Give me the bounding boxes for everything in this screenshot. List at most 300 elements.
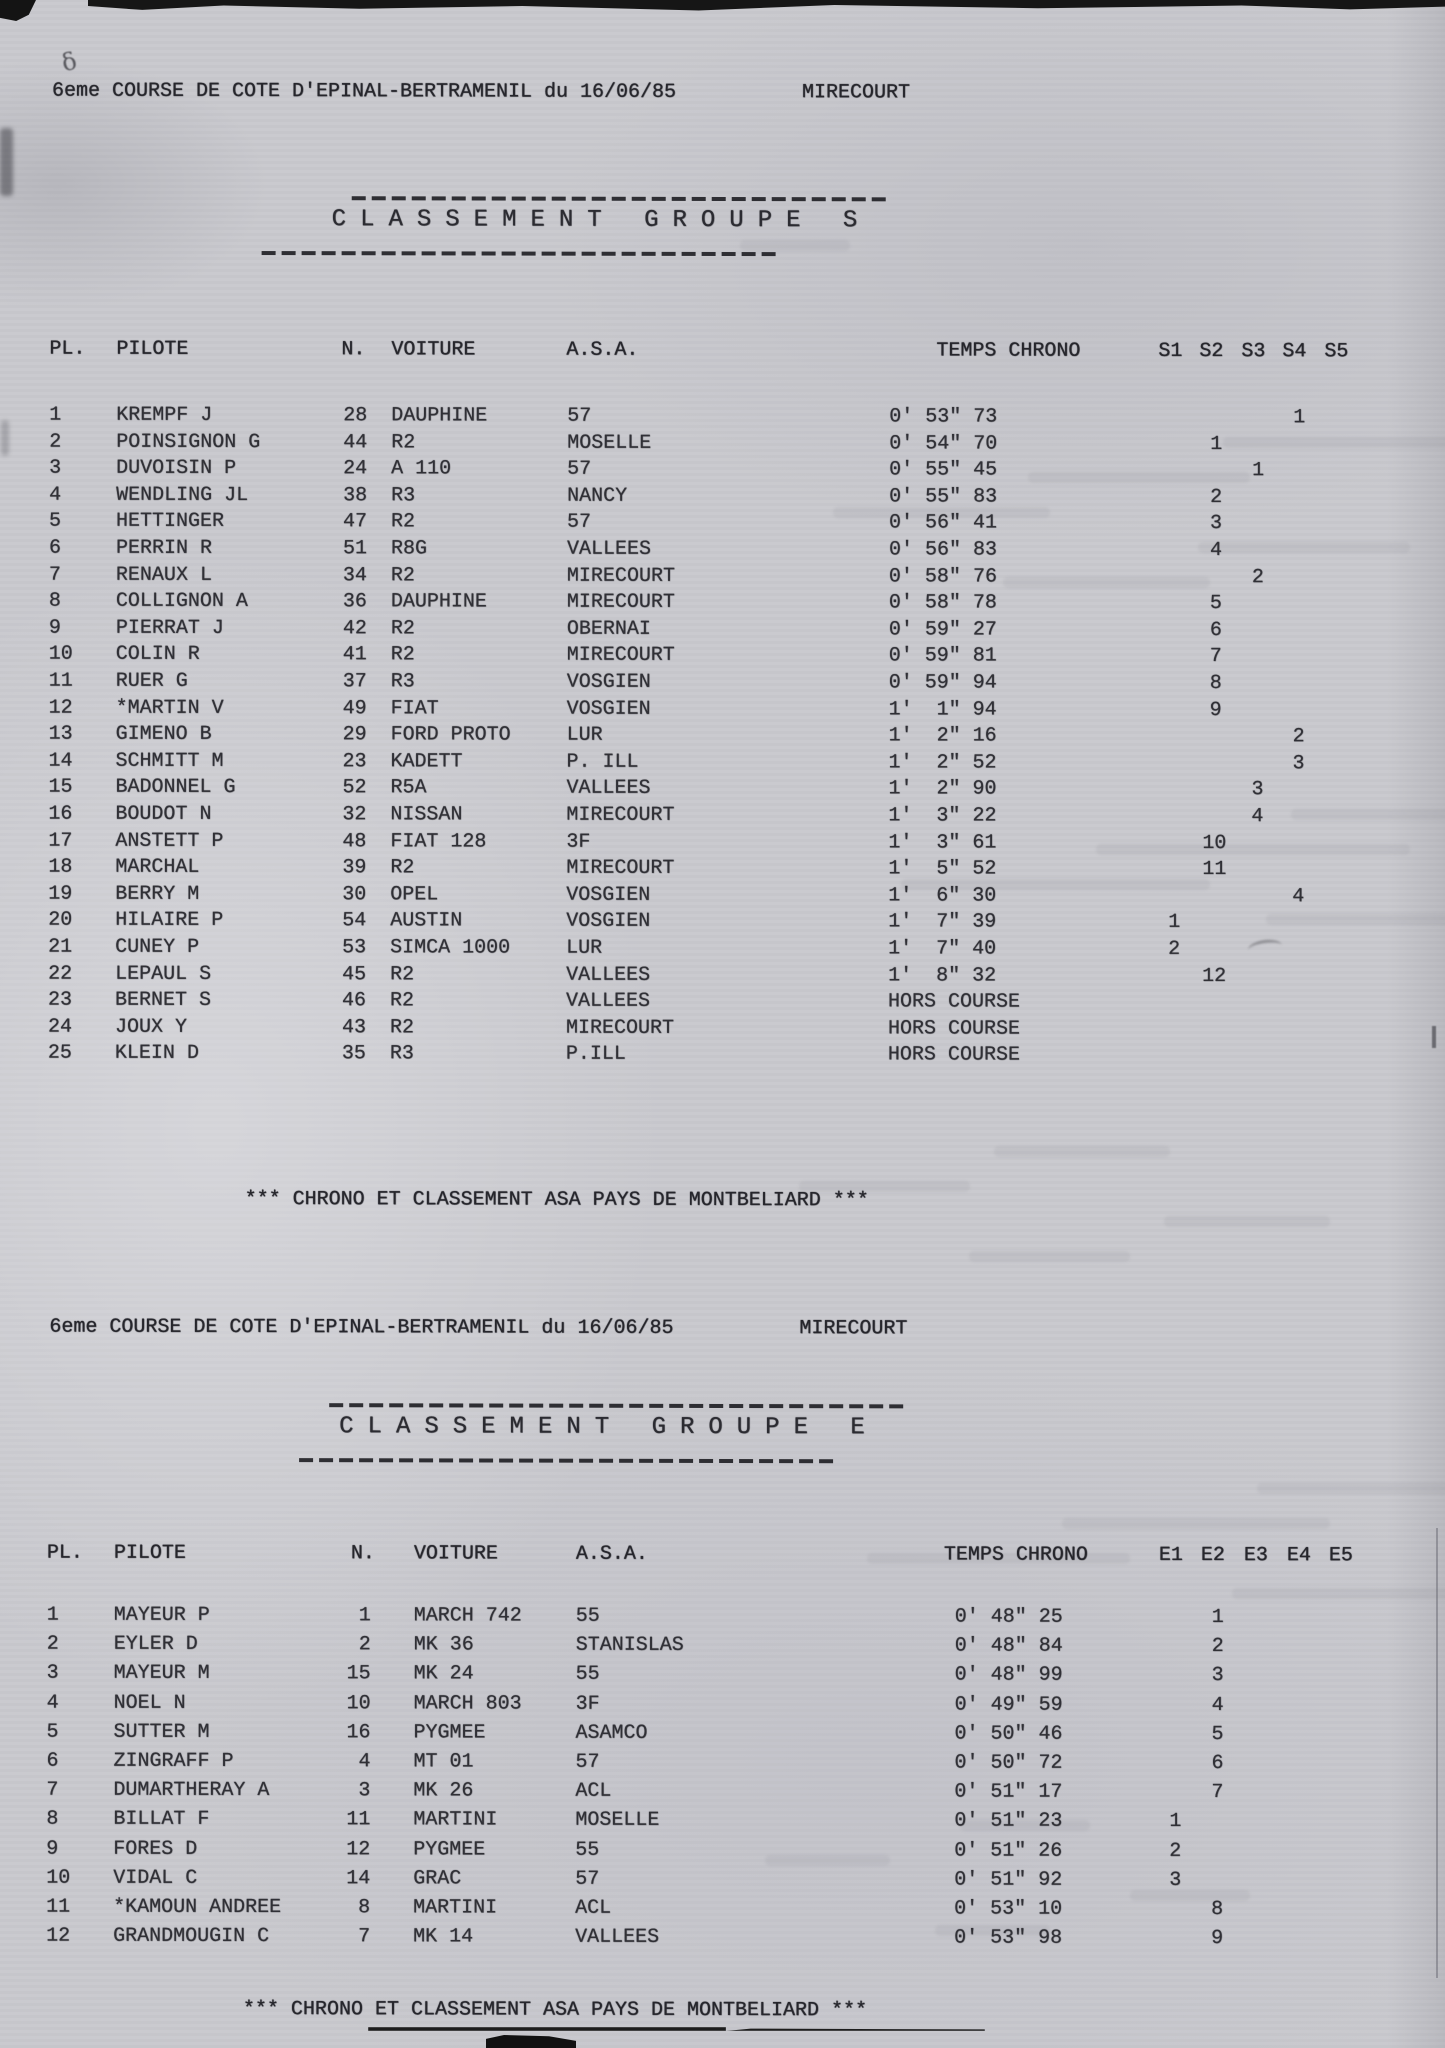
cell-temps: HORS COURSE (887, 1043, 1020, 1067)
cell-pilote: POINSIGNON G (116, 430, 261, 455)
cell-class-rank: 4 (1209, 539, 1223, 563)
cell-voiture: R2 (389, 1016, 415, 1040)
cell-place: 15 (48, 775, 73, 799)
cell-asa: VALLEES (566, 963, 651, 987)
cell-asa: OBERNAI (566, 617, 651, 641)
cell-pilote: BOUDOT N (115, 802, 212, 826)
cell-temps: 1' 2" 52 (888, 751, 997, 775)
table-row (0, 1750, 1443, 1777)
cell-class-rank: 1 (1252, 459, 1265, 483)
cell-voiture: R3 (391, 484, 416, 508)
cell-temps: 0' 51" 92 (954, 1868, 1063, 1892)
cell-place: 9 (46, 1837, 59, 1861)
cell-temps: 0' 53" 73 (889, 405, 998, 429)
table-groupe-e (0, 1603, 1444, 1951)
cell-place: 9 (48, 616, 61, 640)
cell-class-rank: 6 (1211, 1752, 1224, 1776)
cell-place: 12 (46, 1924, 71, 1948)
cell-temps: 0' 49" 59 (954, 1693, 1063, 1717)
cell-pilote: SCHMITT M (115, 749, 224, 773)
col-header-numero: N. (341, 338, 366, 362)
cell-asa: VOSGIEN (566, 697, 651, 721)
cell-asa: 57 (567, 404, 592, 428)
cell-number: 39 (342, 856, 367, 880)
cell-voiture: OPEL (390, 883, 439, 907)
cell-place: 2 (46, 1632, 59, 1656)
cell-pilote: BERRY M (115, 882, 200, 906)
cell-temps: 1' 2" 90 (888, 777, 997, 801)
cell-pilote: DUMARTHERAY A (113, 1778, 270, 1803)
cell-temps: HORS COURSE (887, 1017, 1021, 1041)
cell-pilote: ANSTETT P (115, 829, 224, 853)
col-header-asa: A.S.A. (575, 1542, 648, 1566)
cell-place: 1 (49, 403, 62, 427)
cell-voiture: R2 (390, 643, 415, 667)
table-row (0, 856, 1445, 883)
cell-place: 5 (46, 1720, 59, 1744)
cell-number: 30 (342, 883, 367, 907)
classement-title: CLASSEMENT GROUPE S (331, 206, 872, 235)
cell-class-rank: 3 (1211, 1664, 1224, 1688)
cell-place: 13 (48, 722, 73, 746)
cell-number: 43 (341, 1016, 367, 1040)
table-row (1, 404, 1445, 431)
cell-asa: 57 (567, 457, 592, 481)
page-title: 6eme COURSE DE COTE D'EPINAL-BERTRAMENIL du 16/06/85 (49, 1315, 674, 1340)
table-row (1, 510, 1445, 537)
table-row (0, 776, 1445, 803)
cell-number: 10 (346, 1692, 371, 1716)
cell-temps: 0' 59" 81 (888, 644, 997, 668)
cell-class-rank: 9 (1211, 1927, 1224, 1951)
cell-asa: MIRECOURT (566, 564, 675, 588)
cell-temps: 0' 55" 83 (889, 485, 998, 509)
col-header-pilote: PILOTE (113, 1541, 186, 1565)
cell-asa: STANISLAS (575, 1633, 684, 1657)
cell-place: 6 (46, 1749, 59, 1773)
cell-asa: P.ILL (565, 1042, 626, 1066)
cell-place: 24 (47, 1015, 73, 1039)
cell-asa: 55 (575, 1838, 600, 1862)
title-rule-bottom (262, 251, 782, 256)
cell-temps: 1' 8" 32 (888, 964, 997, 988)
cell-temps: 0' 51" 23 (954, 1809, 1063, 1833)
cell-number: 23 (342, 750, 367, 774)
cell-voiture: R2 (390, 856, 415, 880)
cell-place: 7 (48, 563, 61, 587)
cell-voiture: PYGMEE (413, 1721, 486, 1745)
table-row (0, 1896, 1443, 1923)
col-header-class-s1: S1 (1158, 339, 1183, 363)
cell-pilote: MAYEUR P (113, 1603, 210, 1627)
location-label: MIRECOURT (799, 1317, 908, 1341)
cell-asa: MIRECOURT (565, 1016, 675, 1040)
cell-place: 4 (49, 483, 62, 507)
footer-note: *** CHRONO ET CLASSEMENT ASA PAYS DE MONTBELIARD *** (242, 1997, 868, 2023)
table-row (1, 697, 1445, 724)
cell-voiture: R2 (391, 510, 416, 534)
cell-class-rank: 2 (1169, 1839, 1182, 1863)
cell-number: 51 (342, 537, 368, 561)
cell-asa: MIRECOURT (566, 803, 675, 827)
col-header-pilote: PILOTE (116, 337, 189, 361)
table-row (0, 830, 1445, 857)
table-row (0, 1808, 1443, 1835)
cell-place: 25 (47, 1041, 72, 1065)
cell-class-rank: 3 (1251, 778, 1264, 802)
table-row (0, 1633, 1444, 1660)
col-header-asa: A.S.A. (566, 338, 639, 362)
table-row (0, 936, 1445, 963)
cell-asa: 57 (575, 1750, 600, 1774)
cell-number: 47 (343, 510, 368, 534)
cell-class-rank: 1 (1169, 1809, 1182, 1833)
cell-number: 36 (342, 590, 367, 614)
cell-class-rank: 12 (1202, 965, 1227, 989)
cell-number: 8 (358, 1896, 371, 1920)
col-header-temps: TEMPS CHRONO (936, 339, 1081, 363)
cell-class-rank: 1 (1211, 1606, 1224, 1630)
cell-voiture: MK 26 (413, 1779, 474, 1803)
cell-asa: MIRECOURT (566, 590, 675, 614)
cell-temps: 0' 59" 27 (888, 618, 997, 642)
col-header-class-s2: S2 (1199, 339, 1224, 364)
cell-voiture: MK 14 (413, 1925, 474, 1949)
table-row (0, 883, 1445, 910)
col-header-class-e4: E4 (1286, 1544, 1311, 1568)
cell-number: 28 (343, 404, 368, 428)
cell-pilote: KREMPF J (116, 403, 213, 427)
cell-voiture: FIAT (390, 697, 439, 721)
cell-place: 3 (46, 1661, 59, 1685)
cell-number: 38 (343, 484, 368, 508)
cell-asa: VALLEES (575, 1925, 660, 1949)
cell-temps: 0' 58" 76 (888, 565, 997, 589)
cell-asa: MOSELLE (567, 431, 652, 455)
cell-temps: 0' 51" 17 (954, 1780, 1063, 1804)
cell-pilote: PIERRAT J (115, 616, 224, 640)
cell-voiture: FIAT 128 (390, 830, 487, 854)
col-header-class-e2: E2 (1200, 1544, 1225, 1568)
cell-number: 4 (358, 1750, 371, 1774)
table-row (0, 1925, 1443, 1952)
cell-pilote: WENDLING JL (116, 483, 249, 508)
table-row (0, 909, 1445, 936)
cell-pilote: BILLAT F (113, 1807, 210, 1831)
cell-asa: 3F (575, 1692, 600, 1716)
table-row (0, 1016, 1445, 1043)
cell-pilote: COLLIGNON A (115, 589, 248, 614)
cell-class-rank: 7 (1211, 1781, 1224, 1805)
cell-class-rank: 2 (1292, 725, 1305, 749)
cell-asa: MIRECOURT (566, 643, 675, 667)
cell-place: 6 (48, 536, 62, 560)
cell-number: 15 (346, 1662, 371, 1686)
cell-place: 10 (46, 1866, 71, 1890)
cell-class-rank: 9 (1209, 699, 1222, 723)
cell-temps: 0' 56" 41 (889, 511, 998, 535)
cell-temps: HORS COURSE (888, 990, 1021, 1014)
cell-asa: 57 (575, 1867, 600, 1891)
cell-asa: VALLEES (566, 989, 651, 1013)
table-row (0, 1779, 1443, 1806)
title-rule-top (352, 196, 892, 201)
table-row (1, 457, 1445, 484)
cell-pilote: FORES D (113, 1837, 198, 1861)
cell-temps: 0' 59" 94 (888, 671, 997, 695)
cell-voiture: MK 24 (413, 1662, 474, 1686)
cell-temps: 0' 50" 72 (954, 1751, 1063, 1775)
table-row (1, 484, 1445, 511)
cell-voiture: MT 01 (413, 1750, 474, 1774)
cell-class-rank: 3 (1292, 752, 1305, 776)
cell-place: 8 (46, 1807, 59, 1831)
cell-class-rank: 1 (1293, 406, 1306, 430)
cell-voiture: MK 36 (413, 1633, 474, 1657)
cell-pilote: HILAIRE P (115, 908, 224, 932)
cell-pilote: EYLER D (113, 1632, 198, 1656)
cell-class-rank: 2 (1211, 1635, 1224, 1659)
cell-number: 37 (342, 670, 367, 694)
cell-class-rank: 5 (1211, 1723, 1224, 1747)
cell-asa: LUR (566, 936, 603, 960)
cell-class-rank: 1 (1168, 910, 1181, 934)
title-rule-top (329, 1403, 904, 1408)
page-title: 6eme COURSE DE COTE D'EPINAL-BERTRAMENIL du 16/06/85 (51, 79, 677, 104)
col-header-class-e5: E5 (1328, 1544, 1353, 1568)
cell-voiture: A 110 (391, 457, 452, 481)
col-header-class-s3: S3 (1241, 340, 1266, 364)
cell-number: 32 (342, 803, 367, 827)
cell-pilote: BADONNEL G (115, 775, 236, 799)
cell-pilote: KLEIN D (114, 1041, 199, 1065)
table-row (1, 537, 1445, 564)
cell-class-rank: 6 (1209, 619, 1222, 643)
cell-asa: 55 (575, 1604, 600, 1628)
table-row (0, 989, 1445, 1016)
col-header-numero: N. (350, 1542, 375, 1566)
cell-pilote: NOEL N (113, 1691, 186, 1715)
cell-voiture: R2 (390, 617, 415, 641)
col-header-class-s5: S5 (1324, 340, 1349, 364)
handwritten-mark: δ (58, 46, 80, 78)
cell-pilote: SUTTER M (113, 1720, 210, 1744)
cell-number: 24 (343, 457, 368, 481)
cell-pilote: *MARTIN V (115, 696, 224, 720)
cell-pilote: MAYEUR M (113, 1661, 210, 1685)
cell-voiture: GRAC (413, 1867, 462, 1891)
cell-class-rank: 11 (1202, 858, 1227, 882)
table-row (1, 643, 1445, 670)
cell-voiture: FORD PROTO (390, 723, 511, 747)
cell-place: 3 (49, 456, 62, 480)
cell-pilote: MARCHAL (115, 855, 200, 879)
cell-place: 2 (49, 430, 62, 454)
footer-note: *** CHRONO ET CLASSEMENT ASA PAYS DE MONTBELIARD *** (244, 1187, 869, 1213)
cell-place: 11 (46, 1895, 71, 1919)
cell-voiture: MARCH 803 (413, 1692, 522, 1716)
cell-temps: 0' 54" 70 (889, 432, 998, 456)
cell-number: 11 (346, 1808, 371, 1832)
cell-asa: ACL (575, 1896, 612, 1920)
table-row (1, 431, 1445, 458)
classement-title: CLASSEMENT GROUPE E (339, 1413, 879, 1442)
cell-voiture: DAUPHINE (390, 590, 487, 614)
table-row (1, 617, 1445, 644)
cell-asa: P. ILL (566, 750, 639, 774)
cell-number: 52 (342, 776, 367, 800)
cell-pilote: HETTINGER (116, 509, 225, 533)
cell-pilote: GRANDMOUGIN C (113, 1924, 270, 1949)
cell-asa: 55 (575, 1662, 600, 1686)
cell-place: 8 (48, 589, 61, 613)
col-header-class-e1: E1 (1158, 1543, 1183, 1567)
cell-place: 20 (48, 908, 73, 932)
cell-pilote: BERNET S (115, 988, 212, 1012)
cell-pilote: CUNEY P (115, 935, 200, 959)
cell-number: 1 (358, 1604, 371, 1628)
cell-number: 7 (358, 1925, 371, 1949)
cell-pilote: JOUX Y (114, 1015, 188, 1039)
cell-voiture: R2 (390, 564, 415, 588)
cell-voiture: MARCH 742 (413, 1604, 522, 1628)
cell-voiture: MARTINI (413, 1808, 498, 1832)
cell-temps: 0' 53" 98 (954, 1926, 1063, 1950)
cell-temps: 0' 48" 25 (954, 1605, 1063, 1629)
cell-asa: VALLEES (566, 537, 652, 561)
cell-place: 16 (48, 802, 73, 826)
col-header-temps: TEMPS CHRONO (943, 1543, 1088, 1567)
cell-voiture: NISSAN (390, 803, 463, 827)
cell-voiture: R3 (389, 1042, 414, 1066)
table-groupe-s (1, 403, 1445, 1067)
table-row (0, 1867, 1443, 1894)
cell-pilote: ZINGRAFF P (113, 1749, 234, 1773)
cell-temps: 0' 56" 83 (888, 538, 998, 562)
cell-voiture: R2 (390, 989, 415, 1013)
cell-number: 48 (342, 830, 367, 854)
cell-number: 35 (341, 1042, 366, 1066)
cell-number: 53 (342, 936, 367, 960)
cell-number: 42 (342, 617, 367, 641)
cell-class-rank: 2 (1251, 566, 1264, 590)
cell-class-rank: 2 (1168, 937, 1181, 961)
cell-temps: 0' 50" 46 (954, 1722, 1063, 1746)
cell-pilote: *KAMOUN ANDREE (113, 1895, 282, 1920)
cell-voiture: PYGMEE (413, 1838, 486, 1862)
cell-temps: 0' 48" 99 (954, 1663, 1063, 1687)
cell-asa: ACL (575, 1779, 612, 1803)
cell-voiture: MARTINI (413, 1896, 498, 1920)
cell-place: 17 (48, 829, 73, 853)
table-row (1, 750, 1445, 777)
cell-temps: 0' 53" 10 (954, 1897, 1063, 1921)
cell-pilote: DUVOISIN P (116, 456, 237, 480)
cell-number: 14 (346, 1867, 371, 1891)
cell-place: 10 (48, 642, 73, 666)
table-row (0, 963, 1445, 990)
cell-asa: 3F (566, 830, 591, 854)
cell-pilote: COLIN R (115, 642, 200, 666)
table-row (0, 1721, 1444, 1748)
cell-place: 19 (48, 882, 73, 906)
cell-class-rank: 5 (1209, 592, 1222, 616)
cell-temps: 1' 3" 61 (888, 831, 997, 855)
cell-asa: MIRECOURT (566, 856, 675, 880)
cell-place: 1 (46, 1603, 59, 1627)
cell-temps: 1' 7" 39 (888, 910, 997, 934)
cell-place: 4 (46, 1691, 59, 1715)
cell-number: 44 (343, 431, 368, 455)
cell-place: 14 (48, 749, 73, 773)
cell-class-rank: 8 (1211, 1898, 1224, 1922)
cell-number: 2 (358, 1633, 371, 1657)
title-rule-bottom (299, 1458, 839, 1463)
cell-asa: VALLEES (566, 776, 651, 800)
cell-temps: 1' 1" 94 (888, 698, 997, 722)
cell-asa: VOSGIEN (566, 883, 651, 907)
cell-place: 12 (48, 696, 73, 720)
cell-class-rank: 4 (1292, 885, 1305, 909)
cell-number: 46 (342, 989, 367, 1013)
location-label: MIRECOURT (801, 81, 911, 105)
col-header-voiture: VOITURE (391, 338, 476, 362)
cell-number: 41 (342, 643, 367, 667)
col-header-class-s4: S4 (1282, 340, 1307, 364)
cell-asa: 57 (567, 510, 592, 534)
cell-place: 22 (48, 962, 73, 986)
cell-place: 7 (46, 1778, 59, 1802)
cell-class-rank: 1 (1210, 433, 1223, 457)
cell-asa: LUR (566, 723, 603, 747)
table-row (1, 590, 1445, 617)
col-header-class-e3: E3 (1243, 1544, 1268, 1568)
cell-voiture: AUSTIN (390, 909, 463, 933)
table-row (1, 564, 1445, 591)
section-groupe-s (2, 0, 1445, 1213)
cell-temps: 0' 58" 78 (888, 591, 997, 615)
cell-place: 18 (48, 855, 73, 879)
cell-class-rank: 8 (1209, 672, 1222, 696)
cell-asa: VOSGIEN (566, 909, 651, 933)
table-row (0, 1692, 1444, 1719)
cell-temps: 1' 7" 40 (888, 937, 997, 961)
cell-number: 54 (342, 909, 367, 933)
cell-voiture: R8G (390, 537, 428, 561)
table-row (1, 670, 1445, 697)
cell-voiture: SIMCA 1000 (390, 936, 511, 960)
cell-temps: 1' 5" 52 (888, 857, 997, 881)
cell-temps: 0' 48" 84 (954, 1634, 1063, 1658)
cell-pilote: PERRIN R (115, 536, 213, 560)
cell-place: 21 (48, 935, 73, 959)
cell-temps: 0' 51" 26 (954, 1839, 1063, 1863)
cell-class-rank: 4 (1211, 1694, 1224, 1718)
cell-place: 11 (48, 669, 73, 693)
cell-pilote: GIMENO B (115, 722, 212, 746)
cell-class-rank: 4 (1251, 805, 1264, 829)
cell-number: 49 (342, 697, 367, 721)
cell-number: 12 (346, 1838, 371, 1862)
cell-temps: 0' 55" 45 (889, 458, 998, 482)
cell-asa: ASAMCO (575, 1721, 648, 1745)
cell-pilote: RUER G (115, 669, 188, 693)
table-row (0, 1662, 1444, 1689)
cell-asa: NANCY (567, 484, 628, 508)
cell-asa: MOSELLE (575, 1808, 660, 1832)
cell-number: 45 (342, 963, 367, 987)
col-header-voiture: VOITURE (413, 1542, 498, 1566)
